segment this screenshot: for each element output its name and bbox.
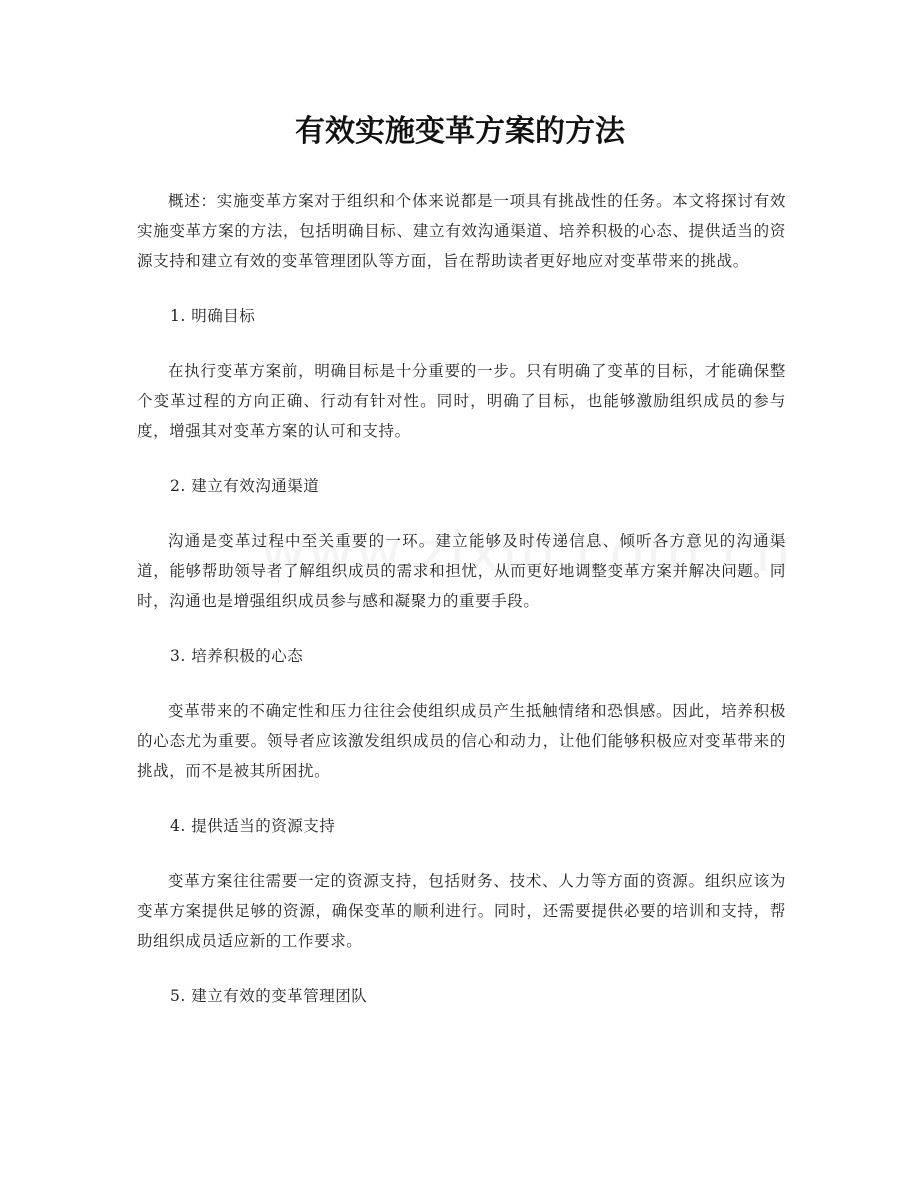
section-paragraph-4: 变革方案往往需要一定的资源支持，包括财务、技术、人力等方面的资源。组织应该为变革方案提供足够的资源，确保变革的顺利进行。同时，还需要提供必要的培训和支持，帮助组织成员适应新的工作要求。 xyxy=(137,872,786,950)
document-body xyxy=(137,186,786,1036)
section-paragraph-1: 在执行变革方案前，明确目标是十分重要的一步。只有明确了变革的目标，才能确保整个变革过程的方向正确、行动有针对性。同时，明确了目标，也能够激励组织成员的参与度，增强其对变革方案的认可和支持。 xyxy=(137,362,786,440)
section-heading-1: 1. 明确目标 xyxy=(170,307,256,325)
section-heading-2: 2. 建立有效沟通渠道 xyxy=(170,477,320,495)
section-paragraph-3: 变革带来的不确定性和压力往往会使组织成员产生抵触情绪和恐惧感。因此，培养积极的心态尤为重要。领导者应该激发组织成员的信心和动力，让他们能够积极应对变革带来的挑战，而不是被其所困扰。 xyxy=(137,702,786,780)
section-heading-4: 4. 提供适当的资源支持 xyxy=(170,817,336,835)
overview-paragraph: 概述：实施变革方案对于组织和个体来说都是一项具有挑战性的任务。本文将探讨有效实施变革方案的方法，包括明确目标、建立有效沟通渠道、培养积极的心态、提供适当的资源支持和建立有效的变革管理团队等方面，旨在帮助读者更好地应对变革带来的挑战。 xyxy=(137,192,786,270)
section-heading-5: 5. 建立有效的变革管理团队 xyxy=(170,987,368,1005)
section-heading-3: 3. 培养积极的心态 xyxy=(170,647,304,665)
section-paragraph-2: 沟通是变革过程中至关重要的一环。建立能够及时传递信息、倾听各方意见的沟通渠道，能够帮助领导者了解组织成员的需求和担忧，从而更好地调整变革方案并解决问题。同时，沟通也是增强组织成员参与感和凝聚力的重要手段。 xyxy=(137,532,786,610)
document-title: 有效实施变革方案的方法 xyxy=(295,114,625,149)
